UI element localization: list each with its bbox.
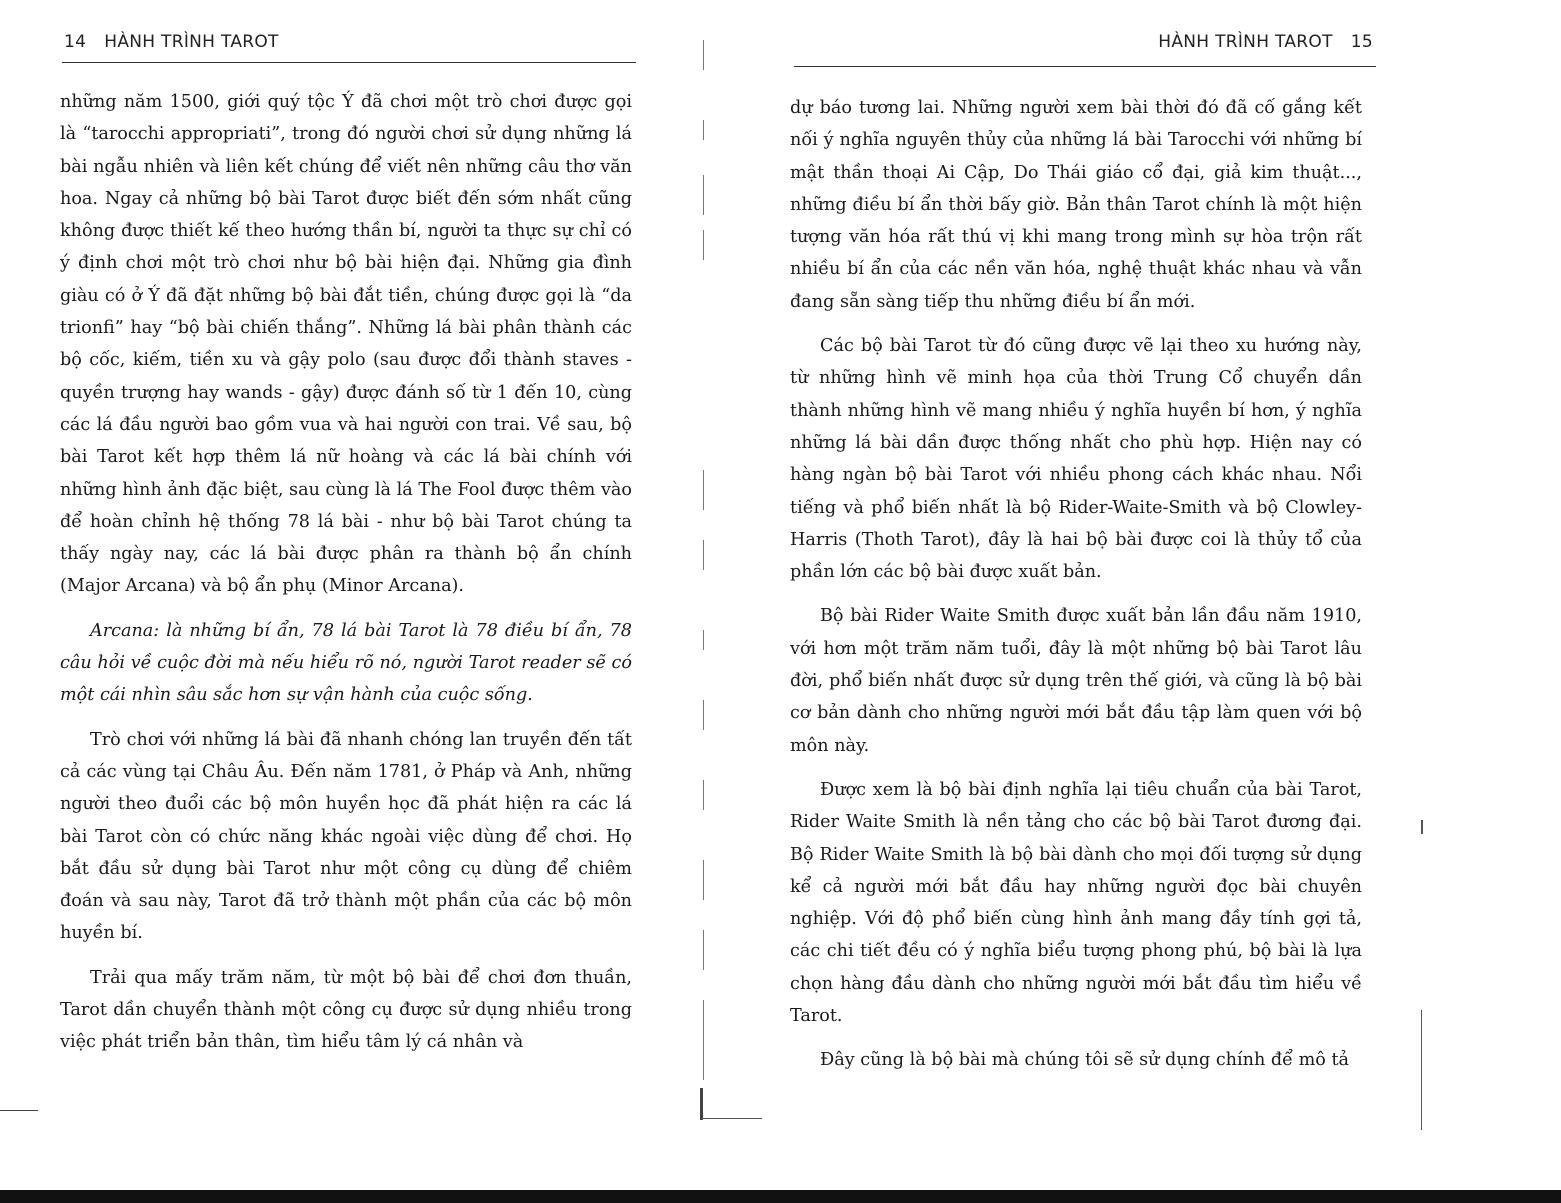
page-number: 15 [1350, 32, 1373, 52]
header-rule [62, 62, 636, 63]
italic-note: Arcana: là những bí ẩn, 78 lá bài Tarot là 78 điều bí ẩn, 78 câu hỏi về cuộc đời mà nếu hiểu rõ nó, người Tarot reader sẽ có một cái nhìn sâu sắc hơn sự vận hành của cuộc sống. [60, 620, 632, 706]
body-text [790, 92, 1362, 1089]
running-head-title: HÀNH TRÌNH TAROT [1158, 32, 1333, 52]
margin-mark [0, 1110, 38, 1111]
paragraph: dự báo tương lai. Những người xem bài thời đó đã cố gắng kết nối ý nghĩa nguyên thủy của những lá bài Tarocchi với những bí mật thần thoại Ai Cập, Do Thái giáo cổ đại, giả kim thuật..., những điều bí ẩn thời bấy giờ. Bản thân Tarot chính là một hiện tượng văn hóa rất thú vị khi mang trong mình sự hòa trộn rất nhiều bí ẩn của các nền văn hóa, nghệ thuật khác nhau và vẫn đang sẵn sàng tiếp thu những điều bí ẩn mới. [790, 98, 1362, 312]
gutter-binding [703, 0, 705, 1203]
running-head [64, 32, 279, 56]
paragraph: Các bộ bài Tarot từ đó cũng được vẽ lại theo xu hướng này, từ những hình vẽ minh họa của thời Trung Cổ chuyển dần thành những hình vẽ mang nhiều ý nghĩa huyền bí hơn, ý nghĩa những lá bài dần được thống nhất cho phù hợp. Hiện nay có hàng ngàn bộ bài Tarot với nhiều phong cách khác nhau. Nổi tiếng và phổ biến nhất là bộ Rider-Waite-Smith và bộ Clowley-Harris (Thoth Tarot), đây là hai bộ bài được coi là thủy tổ của phần lớn các bộ bài được xuất bản. [790, 336, 1362, 583]
paragraph: những năm 1500, giới quý tộc Ý đã chơi một trò chơi được gọi là “tarocchi appropriati”, trong đó người chơi sử dụng những lá bài ngẫu nhiên và liên kết chúng để viết nên những câu thơ văn hoa. Ngay cả những bộ bài Tarot được biết đến sớm nhất cũng không được thiết kế theo hướng thần bí, người ta thực sự chỉ có ý định chơi một trò chơi như bộ bài hiện đại. Những gia đình giàu có ở Ý đã đặt những bộ bài đắt tiền, chúng được gọi là “da trionfi” hay “bộ bài chiến thắng”. Những lá bài phân thành các bộ cốc, kiếm, tiền xu và gậy polo (sau được đổi thành staves - quyền trượng hay wands - gậy) được đánh số từ 1 đến 10, cùng các lá đầu người bao gồm vua và hai người con trai. Về sau, bộ bài Tarot kết hợp thêm lá nữ hoàng và các lá bài chính với những hình ảnh đặc biệt, sau cùng là lá The Fool được thêm vào để hoàn chỉnh hệ thống 78 lá bài - như bộ bài Tarot chúng ta thấy ngày nay, các lá bài được phân ra thành bộ ẩn chính (Major Arcana) và bộ ẩn phụ (Minor Arcana). [60, 92, 632, 597]
scan-bottom-edge [0, 1190, 1561, 1203]
gutter-foot [700, 1088, 703, 1120]
edge-mark [1421, 1010, 1422, 1130]
gutter-base-line [702, 1118, 762, 1119]
edge-mark [1421, 820, 1423, 834]
paragraph: Đây cũng là bộ bài mà chúng tôi sẽ sử dụng chính để mô tả [820, 1050, 1350, 1071]
paragraph: Trò chơi với những lá bài đã nhanh chóng lan truyền đến tất cả các vùng tại Châu Âu. Đến năm 1781, ở Pháp và Anh, những người theo đuổi các bộ môn huyền học đã phát hiện ra các lá bài Tarot còn có chức năng khác ngoài việc dùng để chơi. Họ bắt đầu sử dụng bài Tarot như một công cụ dùng để chiêm đoán và sau này, Tarot đã trở thành một phần của các bộ môn huyền bí. [60, 729, 632, 944]
paragraph: Trải qua mấy trăm năm, từ một bộ bài để chơi đơn thuần, Tarot dần chuyển thành một công cụ được sử dụng nhiều trong việc phát triển bản thân, tìm hiểu tâm lý cá nhân và [60, 967, 632, 1053]
paragraph: Bộ bài Rider Waite Smith được xuất bản lần đầu năm 1910, với hơn một trăm năm tuổi, đây là một những bộ bài Tarot lâu đời, phổ biến nhất được sử dụng trên thế giới, và cũng là bộ bài cơ bản dành cho những người mới bắt đầu tập làm quen với bộ môn này. [790, 606, 1362, 756]
paragraph: Được xem là bộ bài định nghĩa lại tiêu chuẩn của bài Tarot, Rider Waite Smith là nền tảng cho các bộ bài Tarot đương đại. Bộ Rider Waite Smith là bộ bài dành cho mọi đối tượng sử dụng kể cả người mới bắt đầu hay những người đọc bài chuyên nghiệp. Với độ phổ biến cùng hình ảnh mang đầy tính gợi tả, các chi tiết đều có ý nghĩa biểu tượng phong phú, bộ bài là lựa chọn hàng đầu dành cho những người mới bắt đầu tìm hiểu về Tarot. [790, 779, 1362, 1027]
running-head-title: HÀNH TRÌNH TAROT [104, 32, 279, 52]
page-number: 14 [64, 32, 87, 52]
header-rule [794, 66, 1376, 67]
body-text [60, 86, 632, 1071]
running-head [1158, 32, 1373, 56]
